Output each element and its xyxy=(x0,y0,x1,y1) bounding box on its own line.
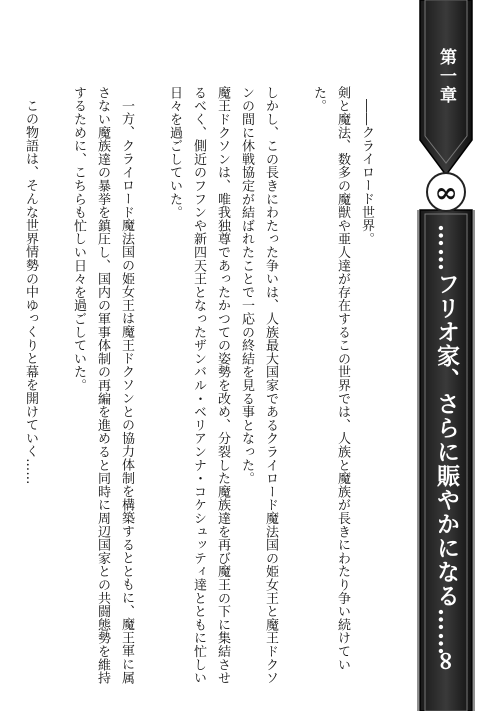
paragraph-break xyxy=(138,86,162,87)
paragraph: この物語は、そんな世界情勢の中ゆっくりと幕を開けていく…… xyxy=(23,99,38,485)
paragraph: 一方、クライロード魔法国の姫女王は魔王ドクソンとの協力体制を構築するとともに、魔王軍に属さない魔族達の暴挙を鎮圧し、国内の軍事体制の再編を進めると同時に周辺国家との共闘態勢を維持するために、こちらも忙しい日々を過ごしていた。 xyxy=(71,86,134,685)
paragraph: ――クライロード世界。 xyxy=(359,99,374,246)
paragraph-break xyxy=(42,86,66,87)
chapter-title: ……フリオ家、さらに賑やかになる…… xyxy=(433,224,460,656)
chapter-banner xyxy=(416,0,476,711)
chapter-number: 第一章 xyxy=(436,48,456,105)
paragraph: しかし、この長きにわたった争いは、人族最大国家であるクライロード魔法国の姫女王と魔王ドクソンの間に休戦協定が結ばれたことで一応の終結を見る事となった。 xyxy=(239,86,278,685)
infinity-emblem-icon: ∞ xyxy=(426,172,466,212)
paragraph: 剣と魔法、数多の魔獣や亜人達が存在するこの世界では、人族と魔族が長きにわたり争い続けていた。 xyxy=(311,86,350,672)
body-text xyxy=(23,86,378,686)
infinity-end-icon: ∞ xyxy=(431,650,461,672)
paragraph: 魔王ドクソンは、唯我独尊であったかつての姿勢を改め、分裂した魔族達を再び魔王の下に集結させるべく、側近のフフンや新四天王となったザンバル・ベリアンナ・コケシュッティ達とともに忙しい日々を過ごしていた。 xyxy=(167,86,230,685)
paragraph-break xyxy=(282,86,306,87)
